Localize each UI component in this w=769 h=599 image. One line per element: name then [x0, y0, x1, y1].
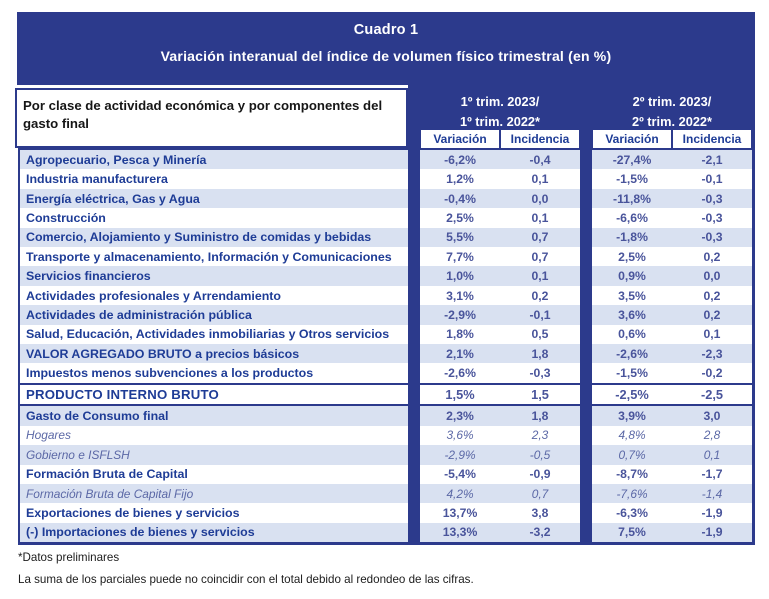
col-group-q1-line2: 1º trim. 2022*: [459, 113, 541, 129]
table-row: [20, 363, 752, 382]
col-group-q2-2023: [592, 92, 752, 132]
cell-variacion-q1: -2,9%: [420, 305, 500, 324]
cell-incidencia-q1: 0,1: [500, 266, 580, 285]
cell-variacion-q1: -0,4%: [420, 189, 500, 208]
cell-variacion-q2: 7,5%: [592, 523, 672, 542]
cell-variacion-q2: 0,9%: [592, 266, 672, 285]
table-row: [20, 503, 752, 522]
cell-variacion-q1: -2,6%: [420, 363, 500, 382]
cell-incidencia-q2: -0,3: [672, 228, 752, 247]
col-group-q2-line1: 2º trim. 2023/: [632, 94, 712, 109]
column-group-separator: [408, 503, 420, 522]
cell-variacion-q1: 5,5%: [420, 228, 500, 247]
cell-variacion-q2: 3,6%: [592, 305, 672, 324]
cell-incidencia-q2: -2,5: [672, 385, 752, 404]
cell-incidencia-q2: -2,1: [672, 150, 752, 169]
cell-variacion-q1: 4,2%: [420, 484, 500, 503]
footnote-rounding: La suma de los parciales puede no coincidir con el total debido al redondeo de las cifras.: [18, 573, 474, 586]
row-label: PRODUCTO INTERNO BRUTO: [20, 385, 408, 404]
cell-variacion-q1: 1,5%: [420, 385, 500, 404]
table-row: [20, 286, 752, 305]
column-group-separator: [408, 305, 420, 324]
row-label: (-) Importaciones de bienes y servicios: [20, 523, 408, 542]
row-label: Energía eléctrica, Gas y Agua: [20, 189, 408, 208]
column-group-separator: [408, 445, 420, 464]
col-group-q1-line1: 1º trim. 2023/: [460, 94, 540, 109]
cell-incidencia-q2: -1,9: [672, 523, 752, 542]
table-row: [20, 325, 752, 344]
table-number-title: Cuadro 1: [353, 22, 419, 38]
cell-variacion-q2: -7,6%: [592, 484, 672, 503]
column-group-separator: [580, 150, 592, 169]
cell-incidencia-q1: 1,8: [500, 406, 580, 425]
column-group-separator: [580, 363, 592, 382]
cell-incidencia-q1: -3,2: [500, 523, 580, 542]
cell-incidencia-q2: 0,1: [672, 445, 752, 464]
column-group-separator: [408, 385, 420, 404]
row-label: Comercio, Alojamiento y Suministro de comidas y bebidas: [20, 228, 408, 247]
cell-incidencia-q1: 0,7: [500, 247, 580, 266]
cell-incidencia-q2: 0,1: [672, 325, 752, 344]
cell-variacion-q1: -2,9%: [420, 445, 500, 464]
cell-incidencia-q2: 0,2: [672, 247, 752, 266]
column-group-separator: [408, 523, 420, 542]
column-group-separator: [580, 208, 592, 227]
row-label: Gobierno e ISFLSH: [20, 445, 408, 464]
cell-variacion-q1: 1,0%: [420, 266, 500, 285]
column-group-separator: [580, 169, 592, 188]
cell-variacion-q2: 0,6%: [592, 325, 672, 344]
column-group-separator: [580, 426, 592, 445]
cell-variacion-q2: -1,5%: [592, 169, 672, 188]
cell-variacion-q1: 1,2%: [420, 169, 500, 188]
column-group-separator: [408, 426, 420, 445]
cell-incidencia-q2: -0,1: [672, 169, 752, 188]
row-label: Formación Bruta de Capital: [20, 465, 408, 484]
cell-incidencia-q2: 0,2: [672, 305, 752, 324]
row-label: Impuestos menos subvenciones a los productos: [20, 363, 408, 382]
cell-incidencia-q2: 0,0: [672, 266, 752, 285]
cell-incidencia-q1: -0,1: [500, 305, 580, 324]
table-row: [20, 523, 752, 542]
column-group-separator: [580, 385, 592, 404]
cell-incidencia-q1: 0,1: [500, 169, 580, 188]
cell-variacion-q1: 2,3%: [420, 406, 500, 425]
row-label: Industria manufacturera: [20, 169, 408, 188]
column-group-separator: [408, 169, 420, 188]
cell-incidencia-q2: -1,4: [672, 484, 752, 503]
table-row: [20, 406, 752, 425]
cell-incidencia-q1: 0,1: [500, 208, 580, 227]
cell-incidencia-q1: 3,8: [500, 503, 580, 522]
column-group-separator: [580, 523, 592, 542]
cell-incidencia-q1: 0,5: [500, 325, 580, 344]
table-row: [20, 208, 752, 227]
column-group-separator: [408, 247, 420, 266]
cell-incidencia-q1: 2,3: [500, 426, 580, 445]
cell-incidencia-q2: 2,8: [672, 426, 752, 445]
cell-variacion-q2: -2,6%: [592, 344, 672, 363]
column-group-separator: [580, 247, 592, 266]
subheader-variacion-q1: Variación: [421, 130, 499, 148]
row-label: Transporte y almacenamiento, Información y Comunicaciones: [20, 247, 408, 266]
cell-variacion-q2: -6,3%: [592, 503, 672, 522]
row-label: Exportaciones de bienes y servicios: [20, 503, 408, 522]
cell-incidencia-q1: -0,9: [500, 465, 580, 484]
column-group-separator: [580, 189, 592, 208]
column-group-separator: [580, 305, 592, 324]
cell-variacion-q1: -5,4%: [420, 465, 500, 484]
column-group-separator: [408, 189, 420, 208]
column-group-separator: [408, 150, 420, 169]
column-group-separator: [408, 266, 420, 285]
table-row: [20, 189, 752, 208]
cell-variacion-q2: -27,4%: [592, 150, 672, 169]
cell-variacion-q2: 3,9%: [592, 406, 672, 425]
cell-incidencia-q2: -2,3: [672, 344, 752, 363]
column-group-separator: [408, 484, 420, 503]
table-row: [20, 247, 752, 266]
table-row: [20, 305, 752, 324]
column-group-separator: [580, 344, 592, 363]
cell-incidencia-q2: -1,9: [672, 503, 752, 522]
footnotes: [18, 551, 474, 595]
row-header-box: [15, 88, 408, 148]
column-group-separator: [580, 484, 592, 503]
cell-incidencia-q1: -0,3: [500, 363, 580, 382]
column-group-separator: [580, 228, 592, 247]
cell-variacion-q1: 2,1%: [420, 344, 500, 363]
row-label: Agropecuario, Pesca y Minería: [20, 150, 408, 169]
cell-variacion-q2: -6,6%: [592, 208, 672, 227]
row-label: Actividades de administración pública: [20, 305, 408, 324]
column-group-separator: [580, 325, 592, 344]
column-group-separator: [408, 325, 420, 344]
cell-variacion-q1: 13,3%: [420, 523, 500, 542]
cell-variacion-q1: 3,6%: [420, 426, 500, 445]
row-label: Hogares: [20, 426, 408, 445]
footnote-preliminary-data: *Datos preliminares: [18, 551, 120, 564]
table-subtitle: Variación interanual del índice de volumen físico trimestral (en %): [160, 48, 612, 64]
cell-variacion-q1: 7,7%: [420, 247, 500, 266]
cell-incidencia-q2: -0,2: [672, 363, 752, 382]
subheader-incidencia-q2: Incidencia: [673, 130, 751, 148]
table-row: [20, 445, 752, 464]
cell-incidencia-q1: -0,4: [500, 150, 580, 169]
column-group-separator: [408, 363, 420, 382]
cell-variacion-q2: -1,5%: [592, 363, 672, 382]
cell-variacion-q1: 1,8%: [420, 325, 500, 344]
row-label: Servicios financieros: [20, 266, 408, 285]
cell-variacion-q2: 0,7%: [592, 445, 672, 464]
column-group-separator: [408, 465, 420, 484]
subheader-incidencia-q1: Incidencia: [501, 130, 579, 148]
cell-incidencia-q1: 0,7: [500, 228, 580, 247]
title-band: [17, 12, 755, 85]
table-body: [18, 148, 755, 545]
cell-variacion-q2: 3,5%: [592, 286, 672, 305]
table-row: [20, 344, 752, 363]
table-row: [20, 169, 752, 188]
cell-variacion-q1: 3,1%: [420, 286, 500, 305]
column-group-separator: [580, 503, 592, 522]
cell-incidencia-q1: -0,5: [500, 445, 580, 464]
column-group-separator: [580, 465, 592, 484]
cell-variacion-q2: -8,7%: [592, 465, 672, 484]
column-group-separator: [408, 228, 420, 247]
cell-incidencia-q1: 1,5: [500, 385, 580, 404]
cell-variacion-q2: -2,5%: [592, 385, 672, 404]
cell-variacion-q1: -6,2%: [420, 150, 500, 169]
cell-variacion-q2: 4,8%: [592, 426, 672, 445]
row-label: Gasto de Consumo final: [20, 406, 408, 425]
cell-incidencia-q1: 1,8: [500, 344, 580, 363]
cell-variacion-q1: 2,5%: [420, 208, 500, 227]
row-label: Salud, Educación, Actividades inmobiliarias y Otros servicios: [20, 325, 408, 344]
cell-incidencia-q2: -1,7: [672, 465, 752, 484]
column-group-separator: [408, 286, 420, 305]
table-row: [20, 426, 752, 445]
table-row: [20, 228, 752, 247]
subheader-variacion-q2: Variación: [593, 130, 671, 148]
table-row: [20, 150, 752, 169]
column-group-separator: [580, 445, 592, 464]
cell-variacion-q2: -1,8%: [592, 228, 672, 247]
cell-variacion-q1: 13,7%: [420, 503, 500, 522]
row-label: Formación Bruta de Capital Fijo: [20, 484, 408, 503]
cell-incidencia-q1: 0,7: [500, 484, 580, 503]
column-group-separator: [408, 344, 420, 363]
table-row: [20, 484, 752, 503]
cell-variacion-q2: 2,5%: [592, 247, 672, 266]
col-group-q2-line2: 2º trim. 2022*: [631, 113, 713, 129]
table-row: [20, 465, 752, 484]
cell-variacion-q2: -11,8%: [592, 189, 672, 208]
column-group-separator: [580, 406, 592, 425]
col-group-q1-2023: [420, 92, 580, 132]
column-group-separator: [580, 266, 592, 285]
cell-incidencia-q2: 3,0: [672, 406, 752, 425]
cell-incidencia-q2: 0,2: [672, 286, 752, 305]
row-label: Construcción: [20, 208, 408, 227]
cell-incidencia-q1: 0,0: [500, 189, 580, 208]
row-label: Actividades profesionales y Arrendamiento: [20, 286, 408, 305]
column-group-separator: [408, 406, 420, 425]
table-row: [20, 266, 752, 285]
cell-incidencia-q1: 0,2: [500, 286, 580, 305]
column-group-separator: [580, 286, 592, 305]
column-group-separator: [408, 208, 420, 227]
cell-incidencia-q2: -0,3: [672, 189, 752, 208]
row-label: VALOR AGREGADO BRUTO a precios básicos: [20, 344, 408, 363]
row-header-label: Por clase de actividad económica y por componentes del gasto final: [23, 98, 383, 131]
table-row-total: [20, 383, 752, 406]
cell-incidencia-q2: -0,3: [672, 208, 752, 227]
